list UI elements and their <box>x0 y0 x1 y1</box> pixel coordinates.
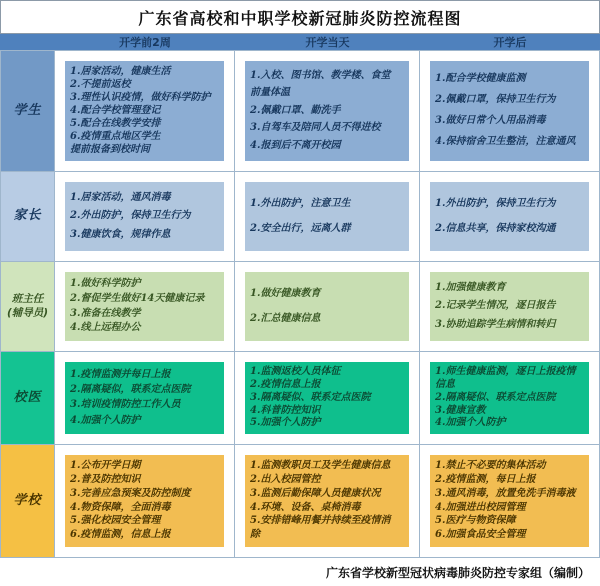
cell-line: 2.汇总健康信息 <box>250 312 321 324</box>
cell-box <box>65 182 224 251</box>
cell-box <box>430 182 589 251</box>
phase-header-after-opening: 开学后 <box>493 36 527 49</box>
footer-credit: 广东省学校新型冠状病毒肺炎防控专家组（编制） <box>0 558 600 586</box>
phase-header-opening-day: 开学当天 <box>305 36 350 49</box>
cell-line: 1.入校、图书馆、教学楼、食堂 <box>250 69 391 81</box>
cell-line: 2.记录学生情况，逐日报告 <box>435 300 556 312</box>
cell-students-phase1 <box>55 51 234 171</box>
cell-line: 5.强化校园安全管理 <box>70 515 161 527</box>
cell-school-doctor-phase1 <box>55 352 234 444</box>
cell-line: 1.外出防护，保持卫生行为 <box>435 198 556 209</box>
cell-line: 2.佩戴口罩，保持卫生行为 <box>435 94 556 106</box>
row-label-head-teacher <box>1 262 54 351</box>
cell-line: 1.居家活动，通风消毒 <box>70 191 171 203</box>
cell-line: 前量体温 <box>250 87 290 99</box>
cell-line: 1.疫情监测并每日上报 <box>70 368 171 380</box>
cell-box <box>245 61 409 161</box>
cell-box <box>65 362 224 434</box>
header-band-spacer <box>0 34 55 50</box>
cell-line: 3.协助追踪学生病情和转归 <box>435 318 556 330</box>
cell-line: 信息 <box>435 379 455 390</box>
cell-line: 1.公布开学日期 <box>70 460 141 472</box>
cell-line: 4.科普防控知识 <box>250 404 321 416</box>
cell-line: 3.准备在线教学 <box>70 307 141 319</box>
cell-line: 2.安全出行，远离人群 <box>250 222 351 234</box>
cell-parents-phase1 <box>55 172 234 261</box>
cell-line: 1.师生健康监测，逐日上报疫情 <box>435 366 576 378</box>
cell-line: 3.理性认识疫情，做好科学防护 <box>70 91 211 103</box>
row-label-line: 校医 <box>13 389 42 405</box>
cell-line: 2.佩戴口罩、勤洗手 <box>250 104 341 116</box>
cell-box <box>65 455 224 547</box>
cell-box <box>430 272 589 341</box>
cell-head-teacher-phase1 <box>55 262 234 351</box>
cell-students-phase2 <box>235 51 419 171</box>
cell-line: 1.做好健康教育 <box>250 288 321 299</box>
row-label-line: 学校 <box>13 492 42 508</box>
cell-box <box>245 362 409 434</box>
cell-line: 2.疫情信息上报 <box>250 379 321 390</box>
prevention-grid <box>0 50 600 558</box>
cell-line: 4.线上远程办公 <box>70 322 141 334</box>
cell-line: 1.居家活动，健康生活 <box>70 65 171 77</box>
cell-line: 3.培训疫情防控工作人员 <box>70 399 181 411</box>
cell-school-doctor-phase3 <box>420 352 599 444</box>
cell-box <box>245 182 409 251</box>
cell-line: 2.普及防控知识 <box>70 474 141 486</box>
cell-line: 1.外出防护，注意卫生 <box>250 198 351 209</box>
cell-line: 2.外出防护，保持卫生行为 <box>70 210 191 222</box>
row-label-line: 家长 <box>13 208 42 224</box>
cell-line: 6.疫情重点地区学生 <box>70 130 161 142</box>
cell-line: 除 <box>250 529 260 541</box>
cell-line: 提前报备到校时间 <box>70 143 150 155</box>
cell-box <box>430 61 589 161</box>
cell-line: 1.禁止不必要的集体活动 <box>435 460 546 472</box>
phase-header-band <box>0 34 600 50</box>
row-label-school-doctor <box>1 352 54 444</box>
cell-line: 2.疫情监测，每日上报 <box>435 474 536 486</box>
cell-line: 5.配合在线教学安排 <box>70 117 161 129</box>
row-label-line: (辅导员) <box>6 306 49 319</box>
phase-header-before-opening: 开学前2周 <box>119 36 171 49</box>
cell-line: 2.不提前返校 <box>70 78 131 90</box>
cell-line: 5.加强个人防护 <box>250 417 321 429</box>
cell-line: 4.加强个人防护 <box>70 414 141 426</box>
cell-line: 3.完善应急预案及防控制度 <box>70 487 191 499</box>
cell-box <box>245 272 409 341</box>
row-label-line: 班主任 <box>11 293 44 306</box>
cell-line: 4.保持宿舍卫生整洁，注意通风 <box>435 136 576 148</box>
cell-line: 5.安排错峰用餐并持续至疫情消 <box>250 515 391 527</box>
cell-line: 1.监测返校人员体征 <box>250 366 341 378</box>
cell-school-doctor-phase2 <box>235 352 419 444</box>
cell-line: 1.配合学校健康监测 <box>435 73 526 85</box>
cell-line: 5.医疗与物资保障 <box>435 515 516 527</box>
cell-line: 3.通风消毒，放置免洗手消毒液 <box>435 487 576 499</box>
row-label-school <box>1 445 54 557</box>
cell-line: 3.健康饮食，规律作息 <box>70 228 171 240</box>
cell-box <box>65 272 224 341</box>
cell-line: 2.督促学生做好14天健康记录 <box>70 292 205 304</box>
cell-students-phase3 <box>420 51 599 171</box>
cell-line: 4.环境、设备、桌椅消毒 <box>250 501 361 513</box>
cell-line: 2.隔离疑似、联系定点医院 <box>435 391 556 403</box>
cell-box <box>430 362 589 434</box>
cell-line: 4.配合学校管理登记 <box>70 104 161 116</box>
cell-line: 3.监测后勤保障人员健康状况 <box>250 487 381 499</box>
cell-line: 4.加强个人防护 <box>435 417 506 429</box>
cell-box <box>245 455 409 547</box>
cell-school-phase2 <box>235 445 419 557</box>
cell-line: 4.物资保障，全面消毒 <box>70 501 171 513</box>
row-label-students <box>1 51 54 171</box>
cell-school-phase1 <box>55 445 234 557</box>
cell-line: 3.做好日常个人用品消毒 <box>435 115 546 127</box>
cell-line: 2.信息共享，保持家校沟通 <box>435 222 556 234</box>
cell-line: 4.报到后不离开校园 <box>250 139 341 151</box>
cell-parents-phase2 <box>235 172 419 261</box>
cell-head-teacher-phase3 <box>420 262 599 351</box>
cell-line: 4.加强进出校园管理 <box>435 501 526 513</box>
row-label-line: 学生 <box>13 102 42 118</box>
cell-line: 6.加强食品安全管理 <box>435 529 526 541</box>
cell-school-phase3 <box>420 445 599 557</box>
cell-line: 1.做好科学防护 <box>70 278 141 290</box>
cell-line: 3.隔离疑似、联系定点医院 <box>250 391 371 403</box>
page-title: 广东省高校和中职学校新冠肺炎防控流程图 <box>0 0 600 34</box>
cell-parents-phase3 <box>420 172 599 261</box>
cell-box <box>65 61 224 161</box>
cell-line: 3.健康宣教 <box>435 404 486 416</box>
cell-line: 6.疫情监测，信息上报 <box>70 529 171 541</box>
cell-line: 1.加强健康教育 <box>435 281 506 293</box>
cell-line: 3.自驾车及陪同人员不得进校 <box>250 122 381 134</box>
cell-line: 2.出入校园管控 <box>250 474 321 486</box>
cell-box <box>430 455 589 547</box>
row-label-parents <box>1 172 54 261</box>
cell-head-teacher-phase2 <box>235 262 419 351</box>
cell-line: 1.监测教职员工及学生健康信息 <box>250 460 391 472</box>
cell-line: 2.隔离疑似，联系定点医院 <box>70 384 191 396</box>
